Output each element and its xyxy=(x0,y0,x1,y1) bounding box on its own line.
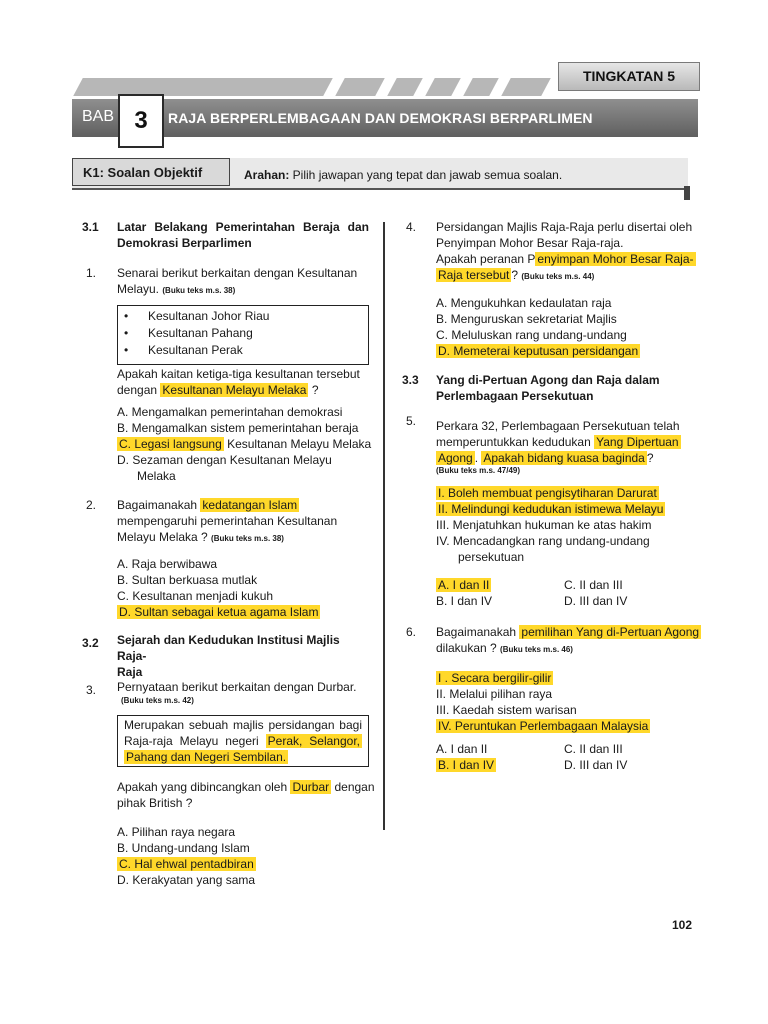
form-level-badge: TINGKATAN 5 xyxy=(558,62,700,91)
statement-list xyxy=(118,306,368,359)
statement-ii xyxy=(436,501,706,517)
list-item: • Kesultanan Perak xyxy=(118,342,368,359)
option-text: Kesultanan Melayu Melaka xyxy=(223,437,372,451)
option-d xyxy=(436,343,706,359)
section-number: 3.3 xyxy=(402,373,419,387)
option-b: B. Undang-undang Islam xyxy=(117,841,250,855)
highlighted-text: C. Hal ehwal pentadbiran xyxy=(119,857,254,871)
instructions-text: Pilih jawapan yang tepat dan jawab semua soalan. xyxy=(289,168,563,182)
highlighted-text: Durbar xyxy=(292,780,330,794)
question-stem xyxy=(436,418,706,476)
option-a: A. Raja berwibawa xyxy=(117,557,218,571)
section-title xyxy=(117,632,369,680)
question-stem xyxy=(117,497,377,547)
section-title-line: Latar Belakang Pemerintahan Beraja dan xyxy=(117,220,369,234)
option-a xyxy=(436,577,564,593)
option-c: C. II dan III xyxy=(564,742,623,756)
header-stripe xyxy=(463,78,499,96)
statement-iv: IV. Mencadangkan rang undang-undang xyxy=(436,534,650,548)
section-title xyxy=(436,372,706,404)
chapter-title: RAJA BERPERLEMBAGAAN DAN DEMOKRASI BERPARLIMEN xyxy=(168,110,593,126)
ask-text: Apakah yang dibincangkan oleh xyxy=(117,780,291,794)
highlighted-text: kedatangan Islam xyxy=(202,498,298,512)
ask-text: dengan xyxy=(117,383,161,397)
highlighted-text: Apakah bidang kuasa baginda xyxy=(483,451,645,465)
ask-text: dengan xyxy=(331,780,375,794)
highlighted-text: A. I dan II xyxy=(438,578,490,592)
highlighted-text: Raja tersebut xyxy=(438,268,510,282)
stem-text: . xyxy=(474,451,482,465)
option-a: A. Mengamalkan pemerintahan demokrasi xyxy=(117,405,343,419)
question-ask xyxy=(117,779,377,811)
textbook-reference: (Buku teks m.s. 44) xyxy=(521,272,595,281)
option-d: D. Sezaman dengan Kesultanan Melayu xyxy=(117,453,332,467)
stem-line: mempengaruhi pemerintahan Kesultanan xyxy=(117,514,338,528)
option-b: B. Menguruskan sekretariat Majlis xyxy=(436,312,617,326)
textbook-reference: (Buku teks m.s. 47/49) xyxy=(436,466,521,475)
header-stripe xyxy=(425,78,461,96)
statement-list xyxy=(436,485,706,565)
answer-options xyxy=(436,741,684,773)
section-title-line: Raja xyxy=(117,665,143,679)
question-number: 2. xyxy=(86,498,97,512)
option-c: C. II dan III xyxy=(564,578,623,592)
highlighted-text: C. Legasi langsung xyxy=(119,437,222,451)
stem-text: Melayu. xyxy=(117,282,160,296)
section-number: 3.2 xyxy=(82,636,99,650)
answer-options xyxy=(436,295,706,359)
option-d: D. III dan IV xyxy=(564,594,628,608)
stem-line xyxy=(117,281,377,299)
highlighted-text: pemilihan Yang di-Pertuan Agong xyxy=(521,625,700,639)
answer-options xyxy=(117,556,377,620)
ask-line xyxy=(117,382,377,398)
instructions xyxy=(244,168,562,182)
question-number: 1. xyxy=(86,266,97,280)
header-stripe xyxy=(335,78,385,96)
section-title xyxy=(117,219,369,251)
highlighted-text: D. Memeterai keputusan persidangan xyxy=(438,344,639,358)
chapter-label: BAB xyxy=(82,108,115,125)
textbook-reference: (Buku teks m.s. 38) xyxy=(211,534,284,543)
option-c xyxy=(117,436,377,452)
page-number: 102 xyxy=(672,918,693,932)
section-title-line: Sejarah dan Kedudukan Institusi Majlis Raja- xyxy=(117,633,340,663)
instructions-label: Arahan: xyxy=(244,168,290,182)
question-number: 4. xyxy=(406,220,417,234)
ask-text: ? xyxy=(308,383,319,397)
stem-text: dilakukan ? xyxy=(436,641,501,655)
statement-box xyxy=(117,305,369,365)
box-line: Merupakan sebuah majlis persidangan bagi xyxy=(124,718,362,732)
textbook-reference: (Buku teks m.s. 38) xyxy=(162,286,236,295)
highlighted-text: IV. Peruntukan Perlembagaan Malaysia xyxy=(438,719,649,733)
stem-line: Senarai berikut berkaitan dengan Kesultanan xyxy=(117,266,358,280)
option-d: D. III dan IV xyxy=(564,758,628,772)
chapter-number: 3 xyxy=(118,94,164,148)
column-divider xyxy=(383,222,385,830)
question-number: 3. xyxy=(86,683,97,697)
highlighted-text: Perak, Selangor, xyxy=(267,734,360,748)
ask-line: pihak British ? xyxy=(117,796,193,810)
box-line xyxy=(124,749,362,765)
statement-iv-continued: persekutuan xyxy=(458,550,525,564)
ask-line: Apakah kaitan ketiga-tiga kesultanan tersebut xyxy=(117,367,360,381)
highlighted-text: I. Boleh membuat pengisytiharan Darurat xyxy=(438,486,657,500)
header-stripe xyxy=(501,78,551,96)
stem-text: Bagaimanakah xyxy=(117,498,201,512)
stem-line xyxy=(436,450,706,466)
option-b: B. Mengamalkan sistem pemerintahan beraja xyxy=(117,421,359,435)
section-title-line: Yang di-Pertuan Agong dan Raja dalam xyxy=(436,373,660,387)
highlighted-text: D. Sultan sebagai ketua agama Islam xyxy=(119,605,319,619)
highlighted-text: Agong xyxy=(438,451,473,465)
question-ask xyxy=(117,366,377,398)
header-stripe xyxy=(73,78,333,96)
highlighted-text: B. I dan IV xyxy=(438,758,495,772)
highlighted-text: II. Melindungi kedudukan istimewa Melayu xyxy=(438,502,664,516)
option-c: C. Meluluskan rang undang-undang xyxy=(436,328,627,342)
stem-line: Persidangan Majlis Raja-Raja perlu disertai oleh xyxy=(436,220,693,234)
answer-options xyxy=(436,577,684,609)
stem-line xyxy=(436,267,706,285)
ask-line xyxy=(117,779,377,795)
question-number: 5. xyxy=(406,414,417,428)
question-number: 6. xyxy=(406,625,417,639)
statement-iii: III. Menjatuhkan hukuman ke atas hakim xyxy=(436,518,652,532)
statement-list xyxy=(436,670,706,734)
statement-ii: II. Melalui pilihan raya xyxy=(436,687,553,701)
option-c xyxy=(117,856,377,872)
option-b xyxy=(436,757,564,773)
question-stem xyxy=(117,679,377,707)
answer-options xyxy=(117,404,377,484)
stem-text: Apakah peranan P xyxy=(436,252,536,266)
textbook-reference: (Buku teks m.s. 42) xyxy=(121,696,194,705)
question-stem xyxy=(436,624,706,658)
stem-line xyxy=(436,434,706,450)
highlighted-text: Pahang dan Negeri Sembilan. xyxy=(126,750,287,764)
question-stem xyxy=(117,265,377,299)
section-label: K1: Soalan Objektif xyxy=(72,158,230,186)
stem-text: memperuntukkan kedudukan xyxy=(436,435,595,449)
statement-iii: III. Kaedah sistem warisan xyxy=(436,703,577,717)
stem-text: ? xyxy=(511,268,522,282)
section-title-line: Demokrasi Berparlimen xyxy=(117,236,252,250)
answer-options xyxy=(117,824,377,888)
option-c: C. Kesultanan menjadi kukuh xyxy=(117,589,274,603)
option-b: B. I dan IV xyxy=(436,594,493,608)
stem-line xyxy=(436,624,706,640)
textbook-reference: (Buku teks m.s. 46) xyxy=(500,645,573,654)
option-a: A. Mengukuhkan kedaulatan raja xyxy=(436,296,612,310)
option-d-continued: Melaka xyxy=(137,469,176,483)
option-d xyxy=(117,604,377,620)
box-text: Raja-raja Melayu negeri xyxy=(124,734,266,748)
option-a: A. I dan II xyxy=(436,742,488,756)
list-item: • Kesultanan Johor Riau xyxy=(118,308,368,325)
highlighted-text: Kesultanan Melayu Melaka xyxy=(162,383,307,397)
highlighted-text: I . Secara bergilir-gilir xyxy=(438,671,552,685)
stem-line xyxy=(436,251,706,267)
list-item: • Kesultanan Pahang xyxy=(118,325,368,342)
option-d: D. Kerakyatan yang sama xyxy=(117,873,256,887)
stem-line xyxy=(117,497,377,513)
statement-i xyxy=(436,670,706,686)
section-bar-end xyxy=(684,186,690,200)
statement-i xyxy=(436,485,706,501)
stem-line xyxy=(436,640,706,658)
option-a: A. Pilihan raya negara xyxy=(117,825,236,839)
header-stripe xyxy=(387,78,423,96)
stem-text: ? xyxy=(646,451,654,465)
box-line xyxy=(124,733,362,749)
highlighted-text: enyimpan Mohor Besar Raja- xyxy=(537,252,694,266)
stem-line: Perkara 32, Perlembagaan Persekutuan telah xyxy=(436,419,680,433)
statement-box xyxy=(117,715,369,767)
stem-text: Melayu Melaka ? xyxy=(117,530,212,544)
section-title-line: Perlembagaan Persekutuan xyxy=(436,389,594,403)
stem-line xyxy=(117,529,377,547)
option-b: B. Sultan berkuasa mutlak xyxy=(117,573,258,587)
statement-iv xyxy=(436,718,706,734)
stem-line: Pernyataan berikut berkaitan dengan Durbar. xyxy=(117,680,357,694)
section-number: 3.1 xyxy=(82,220,99,234)
question-stem xyxy=(436,219,706,285)
stem-text: Bagaimanakah xyxy=(436,625,520,639)
highlighted-text: Yang Dipertuan xyxy=(596,435,679,449)
stem-line: Penyimpan Mohor Besar Raja-raja. xyxy=(436,236,624,250)
